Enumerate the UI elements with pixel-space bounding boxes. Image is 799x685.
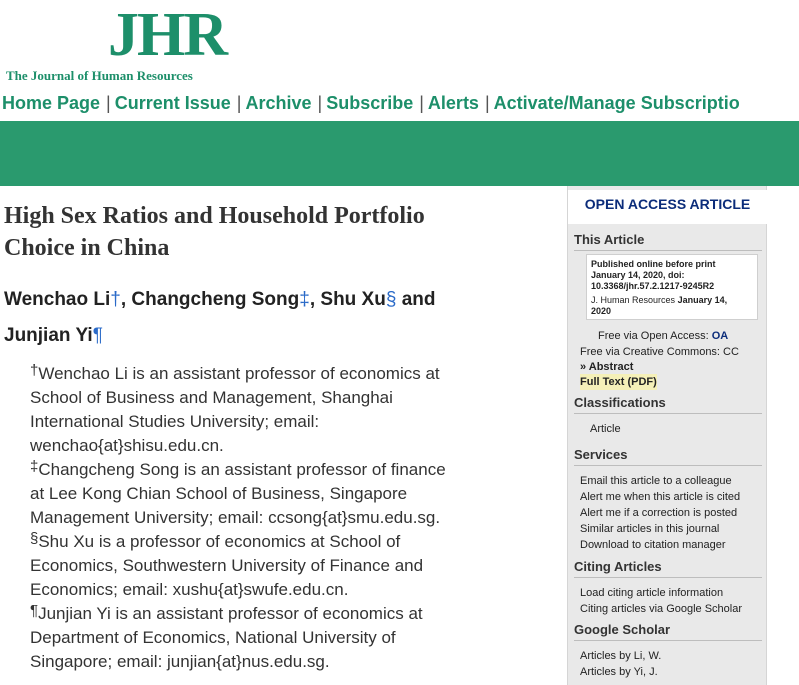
note-line: wenchao{at}shisu.edu.cn. [30, 436, 224, 455]
pub-line: January 14, 2020, doi: [591, 270, 685, 280]
pub-journal: J. Human Resources [591, 295, 676, 305]
author-separator: and [396, 289, 436, 310]
email-article-link[interactable]: Email this article to a colleague [580, 475, 732, 487]
oa-link[interactable]: OA [711, 330, 729, 342]
author-name[interactable]: Shu Xu [320, 289, 386, 310]
article-title-line: High Sex Ratios and Household Portfolio [4, 203, 425, 229]
author-mark[interactable]: † [110, 289, 121, 310]
nav-archive[interactable]: Archive [245, 93, 312, 113]
article-title-line: Choice in China [4, 235, 170, 261]
citing-scholar-link[interactable]: Citing articles via Google Scholar [580, 603, 743, 615]
note-mark: ¶ [30, 602, 39, 619]
pub-date: January 14, [677, 295, 728, 305]
author-name[interactable]: Junjian Yi [4, 325, 93, 346]
note-line: Shu Xu is a professor of economics at School of [38, 532, 401, 551]
top-nav [2, 93, 799, 119]
nav-separator: | [106, 93, 111, 113]
nav-current-issue[interactable]: Current Issue [114, 93, 231, 113]
divider [574, 250, 762, 251]
note-line: Junjian Yi is an assistant professor of economics at [38, 604, 423, 623]
nav-separator: | [484, 93, 490, 113]
author-note [30, 458, 550, 530]
note-line: International Studies University; email: [30, 412, 320, 431]
author-mark[interactable]: ‡ [299, 289, 310, 310]
nav-alerts[interactable]: Alerts [427, 93, 479, 113]
author-mark[interactable]: ¶ [92, 325, 103, 346]
nav-activate-manage[interactable]: Activate/Manage Subscriptio [493, 93, 740, 113]
services-heading: Services [574, 447, 628, 462]
author-notes [30, 362, 550, 674]
free-open-access [598, 328, 728, 344]
divider [574, 640, 762, 641]
author-separator: , [120, 289, 132, 310]
full-text-pdf-link[interactable]: Full Text (PDF) [580, 376, 657, 388]
classifications-heading: Classifications [574, 395, 666, 410]
journal-logo[interactable]: JHR [108, 1, 226, 69]
load-citing-link[interactable]: Load citing article information [580, 587, 724, 599]
note-line: Economics; email: xushu{at}swufe.edu.cn. [30, 580, 349, 599]
alert-cited-link[interactable]: Alert me when this article is cited [580, 491, 741, 503]
author-list [4, 282, 544, 354]
author-note [30, 602, 550, 674]
articles-by-li-link[interactable]: Articles by Li, W. [580, 650, 662, 662]
citing-articles-heading: Citing Articles [574, 559, 662, 574]
note-line: Wenchao Li is an assistant professor of economics at [38, 364, 440, 383]
note-line: Department of Economics, National University of [30, 628, 396, 647]
article-title [4, 200, 554, 264]
author-note [30, 530, 550, 602]
pub-line: Published online before print [591, 259, 716, 269]
note-mark: † [30, 362, 39, 379]
note-mark: § [30, 530, 39, 547]
author-name[interactable]: Changcheng Song [131, 289, 300, 310]
nav-home-page[interactable]: Home Page [2, 93, 101, 113]
note-mark: ‡ [30, 458, 39, 475]
divider [574, 465, 762, 466]
author-separator: , [309, 289, 321, 310]
alert-correction-link[interactable]: Alert me if a correction is posted [580, 507, 738, 519]
note-line: Economics, Southwestern University of Finance and [30, 556, 424, 575]
nav-separator: | [236, 93, 242, 113]
abstract-link[interactable]: » Abstract [580, 361, 634, 373]
citation-manager-link[interactable]: Download to citation manager [580, 539, 726, 551]
note-line: Management University; email: ccsong{at}smu.edu.sg. [30, 508, 441, 527]
open-access-label: OPEN ACCESS ARTICLE [568, 190, 767, 224]
article-sidebar [567, 186, 767, 685]
nav-subscribe[interactable]: Subscribe [326, 93, 414, 113]
google-scholar-heading: Google Scholar [574, 622, 671, 637]
divider [574, 577, 762, 578]
free-oa-label: Free via Open Access: [598, 330, 709, 342]
pub-doi: 10.3368/jhr.57.2.1217-9245R2 [591, 281, 715, 291]
author-name[interactable]: Wenchao Li [4, 289, 111, 310]
note-line: Singapore; email: junjian{at}nus.edu.sg. [30, 652, 330, 671]
header-band [0, 121, 799, 186]
free-creative-commons[interactable]: Free via Creative Commons: CC [580, 346, 739, 358]
note-line: School of Business and Management, Shanghai [30, 388, 393, 407]
publication-info [586, 254, 758, 320]
pub-date: 2020 [591, 306, 612, 316]
nav-separator: | [317, 93, 323, 113]
articles-by-yi-link[interactable]: Articles by Yi, J. [580, 666, 658, 678]
note-line: Changcheng Song is an assistant professor of finance [38, 460, 446, 479]
author-note [30, 362, 550, 458]
divider [574, 413, 762, 414]
this-article-heading: This Article [574, 232, 645, 247]
similar-articles-link[interactable]: Similar articles in this journal [580, 523, 720, 535]
classification-article[interactable]: Article [590, 423, 621, 435]
note-line: at Lee Kong Chian School of Business, Singapore [30, 484, 408, 503]
author-mark[interactable]: § [385, 289, 397, 310]
nav-separator: | [419, 93, 424, 113]
journal-name: The Journal of Human Resources [6, 68, 193, 83]
